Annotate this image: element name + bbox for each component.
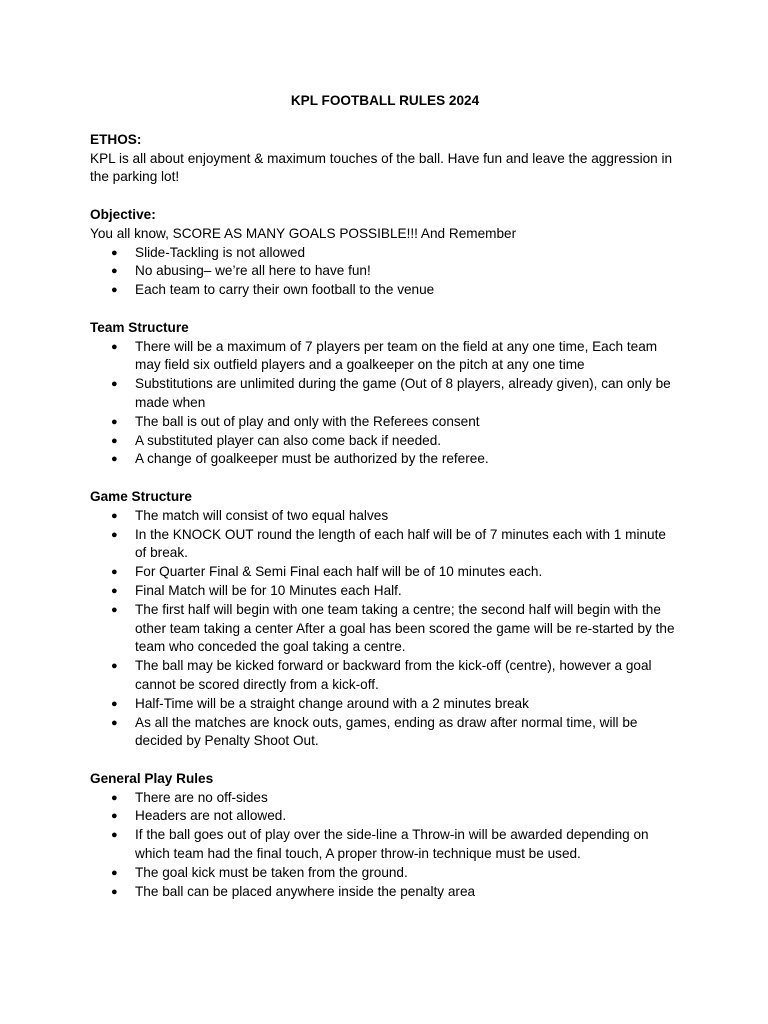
list-item bbox=[90, 244, 680, 263]
list-item-text: There will be a maximum of 7 players per team on the field at any one time, Each team may field six outfield players and a goalkeeper on the pitch at any one time bbox=[135, 338, 658, 373]
list-item-text: No abusing– we’re all here to have fun! bbox=[135, 263, 371, 279]
bullet-icon: ● bbox=[111, 284, 118, 297]
list-item bbox=[90, 375, 680, 413]
bullet-icon: ● bbox=[111, 716, 118, 729]
document-title: KPL FOOTBALL RULES 2024 bbox=[290, 93, 480, 108]
list-item-text: A change of goalkeeper must be authorized by the referee. bbox=[135, 451, 489, 467]
list-item-text: Headers are not allowed. bbox=[135, 808, 287, 824]
list-item bbox=[90, 582, 680, 601]
bullet-icon: ● bbox=[111, 791, 118, 804]
section-heading: Game Structure bbox=[90, 488, 192, 504]
list-item bbox=[90, 262, 680, 281]
section-heading: Team Structure bbox=[90, 319, 189, 335]
section-objective bbox=[90, 206, 680, 300]
list-item-text: The match will consist of two equal halves bbox=[135, 507, 389, 523]
bullet-list bbox=[90, 244, 680, 300]
bullet-list bbox=[90, 507, 680, 751]
section-game-structure bbox=[90, 488, 680, 751]
list-item bbox=[90, 864, 680, 883]
document-page bbox=[90, 92, 680, 920]
section-heading: Objective: bbox=[90, 206, 156, 222]
sections-container bbox=[90, 131, 680, 902]
list-item bbox=[90, 601, 680, 657]
list-item-text: A substituted player can also come back if needed. bbox=[135, 432, 442, 448]
list-item-text: If the ball goes out of play over the side-line a Throw-in will be awarded depending on which team had the final touch, A proper throw-in technique must be used. bbox=[135, 827, 649, 862]
list-item bbox=[90, 338, 680, 376]
bullet-icon: ● bbox=[111, 453, 118, 466]
bullet-icon: ● bbox=[111, 246, 118, 259]
list-item-text: Final Match will be for 10 Minutes each Half. bbox=[135, 582, 402, 598]
list-item bbox=[90, 883, 680, 902]
list-item bbox=[90, 563, 680, 582]
bullet-icon: ● bbox=[111, 265, 118, 278]
bullet-icon: ● bbox=[111, 528, 118, 541]
bullet-icon: ● bbox=[111, 340, 118, 353]
bullet-icon: ● bbox=[111, 829, 118, 842]
bullet-icon: ● bbox=[111, 378, 118, 391]
list-item bbox=[90, 281, 680, 300]
section-heading: ETHOS: bbox=[90, 131, 142, 147]
section-ethos bbox=[90, 131, 680, 187]
bullet-icon: ● bbox=[111, 697, 118, 710]
bullet-icon: ● bbox=[111, 885, 118, 898]
list-item-text: The goal kick must be taken from the ground. bbox=[135, 864, 408, 880]
bullet-icon: ● bbox=[111, 603, 118, 616]
list-item bbox=[90, 789, 680, 808]
bullet-list bbox=[90, 338, 680, 470]
list-item-text: Each team to carry their own football to the venue bbox=[135, 282, 435, 298]
section-paragraph: You all know, SCORE AS MANY GOALS POSSIBLE!!! And Remember bbox=[90, 225, 517, 241]
list-item bbox=[90, 450, 680, 469]
list-item-text: The ball may be kicked forward or backward from the kick-off (centre), however a goal cannot be scored directly from a kick-off. bbox=[135, 658, 652, 692]
section-paragraph: KPL is all about enjoyment & maximum touches of the ball. Have fun and leave the aggression in the parking lot! bbox=[90, 150, 673, 185]
bullet-list bbox=[90, 789, 680, 902]
list-item-text: The first half will begin with one team taking a centre; the second half will begin with the other team taking a center After a goal has been scored the game will be re-started by the team who conceded the goal taking a centre. bbox=[135, 601, 675, 655]
list-item-text: The ball is out of play and only with the Referees consent bbox=[135, 413, 480, 429]
list-item bbox=[90, 826, 680, 864]
list-item-text: As all the matches are knock outs, games, ending as draw after normal time, will be decided by Penalty Shoot Out. bbox=[135, 714, 638, 749]
section-heading: General Play Rules bbox=[90, 770, 214, 786]
bullet-icon: ● bbox=[111, 434, 118, 447]
list-item bbox=[90, 807, 680, 826]
section-general-play-rules bbox=[90, 770, 680, 902]
list-item-text: The ball can be placed anywhere inside the penalty area bbox=[135, 883, 476, 899]
list-item bbox=[90, 714, 680, 752]
list-item bbox=[90, 413, 680, 432]
bullet-icon: ● bbox=[111, 566, 118, 579]
list-item bbox=[90, 695, 680, 714]
list-item-text: Slide-Tackling is not allowed bbox=[135, 244, 306, 260]
bullet-icon: ● bbox=[111, 415, 118, 428]
bullet-icon: ● bbox=[111, 584, 118, 597]
list-item bbox=[90, 526, 680, 564]
list-item-text: In the KNOCK OUT round the length of each half will be of 7 minutes each with 1 minute of break. bbox=[135, 526, 666, 561]
bullet-icon: ● bbox=[111, 810, 118, 823]
list-item-text: Substitutions are unlimited during the game (Out of 8 players, already given), can only be made when bbox=[135, 376, 671, 410]
bullet-icon: ● bbox=[111, 660, 118, 673]
bullet-icon: ● bbox=[111, 866, 118, 879]
section-team-structure bbox=[90, 319, 680, 469]
list-item-text: Half-Time will be a straight change around with a 2 minutes break bbox=[135, 695, 529, 711]
bullet-icon: ● bbox=[111, 509, 118, 522]
list-item-text: There are no off-sides bbox=[135, 789, 268, 805]
list-item bbox=[90, 432, 680, 451]
list-item bbox=[90, 507, 680, 526]
list-item-text: For Quarter Final & Semi Final each half will be of 10 minutes each. bbox=[135, 564, 543, 580]
list-item bbox=[90, 657, 680, 695]
